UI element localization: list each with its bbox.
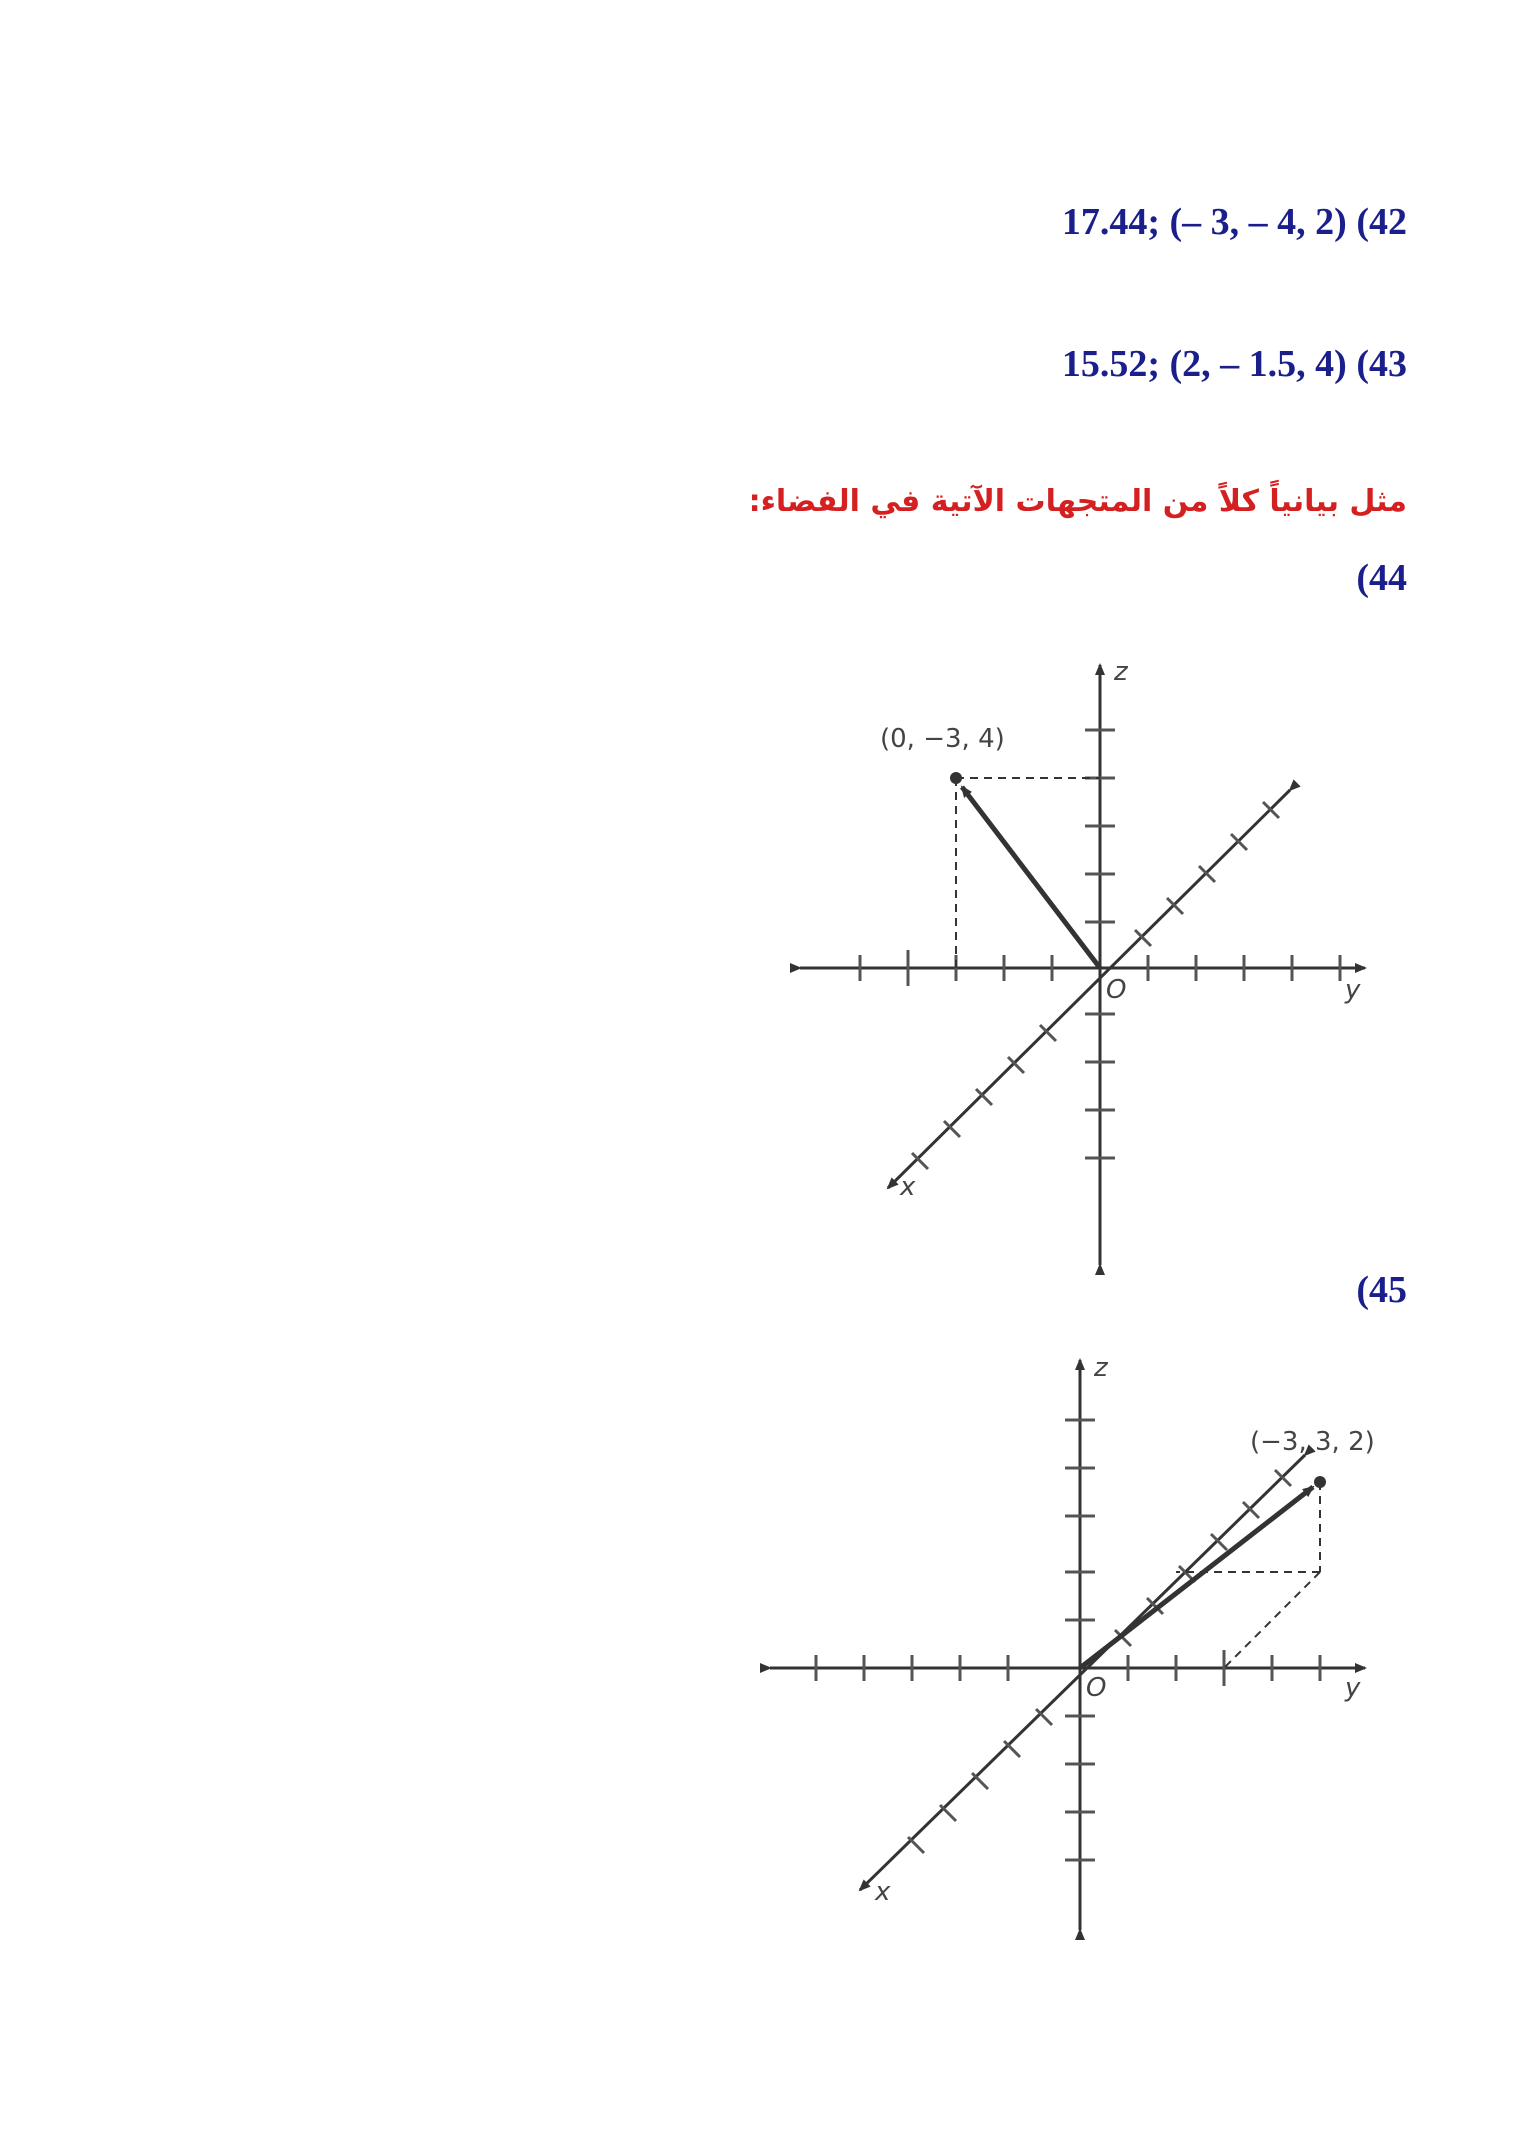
answer-42	[1062, 200, 1407, 244]
vector-arrow	[962, 787, 1100, 968]
answer-43-number: (43	[1356, 343, 1407, 385]
point-label: (−3, 3, 2)	[1250, 1427, 1375, 1457]
x-axis-label: x	[875, 1877, 891, 1907]
origin-label: O	[1106, 975, 1127, 1005]
x-axis	[888, 790, 1290, 1188]
instruction-heading: مثل بيانياً كلاً من المتجهات الآتية في الفضاء:	[748, 484, 1407, 519]
z-axis-label: z	[1094, 1353, 1108, 1383]
x-axis	[860, 1455, 1305, 1890]
z-axis-label: z	[1114, 657, 1128, 687]
answer-43-text: 15.52; (2, – 1.5, 4)	[1061, 343, 1347, 385]
origin-label: O	[1086, 1673, 1107, 1703]
figure-45	[760, 1350, 1380, 1950]
vector-endpoint	[950, 772, 962, 784]
x-ticks	[908, 1470, 1291, 1853]
question-45-number: (45	[1356, 1269, 1407, 1311]
answer-43	[1062, 342, 1407, 386]
vector-endpoint	[1314, 1476, 1326, 1488]
y-axis-label: y	[1345, 975, 1361, 1005]
figure-44	[780, 650, 1380, 1250]
answer-42-number: (42	[1356, 201, 1407, 243]
x-axis-label: x	[900, 1172, 916, 1202]
point-label: (0, −3, 4)	[880, 724, 1005, 754]
y-axis-label: y	[1345, 1673, 1361, 1703]
vector-arrow	[1080, 1487, 1313, 1668]
answer-42-text: 17.44; (– 3, – 4, 2)	[1061, 201, 1347, 243]
question-44-number: (44	[1356, 557, 1407, 599]
